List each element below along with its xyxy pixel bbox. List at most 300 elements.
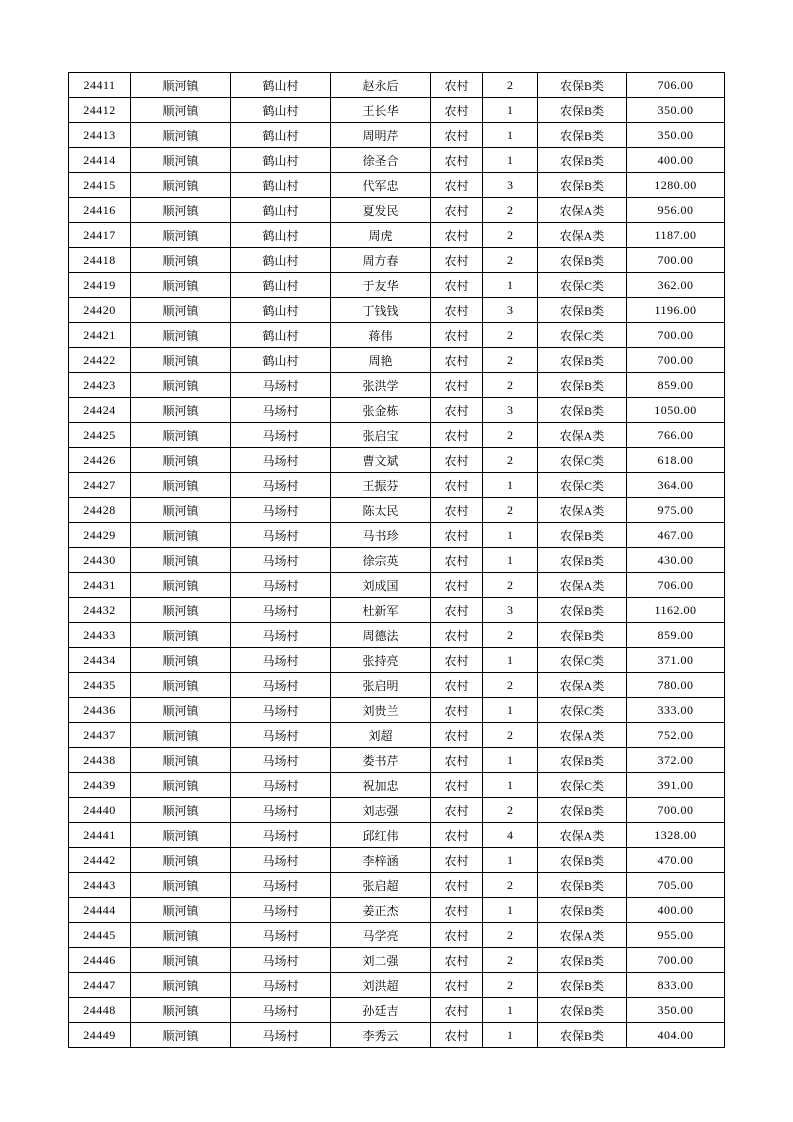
amount-cell: 333.00 [627, 698, 725, 723]
person-count-cell: 1 [483, 148, 538, 173]
person-count-cell: 1 [483, 523, 538, 548]
table-row [69, 973, 725, 998]
amount-cell: 780.00 [627, 673, 725, 698]
resident-type-cell: 农村 [431, 623, 483, 648]
amount-cell: 700.00 [627, 248, 725, 273]
person-name-cell: 丁钱钱 [331, 298, 431, 323]
table-row [69, 98, 725, 123]
town-cell: 顺河镇 [131, 73, 231, 98]
insurance-category-cell: 农保B类 [538, 373, 627, 398]
table-row [69, 998, 725, 1023]
person-count-cell: 2 [483, 573, 538, 598]
table-row [69, 623, 725, 648]
person-count-cell: 2 [483, 323, 538, 348]
serial-number-cell: 24449 [69, 1023, 131, 1048]
person-name-cell: 刘超 [331, 723, 431, 748]
amount-cell: 350.00 [627, 98, 725, 123]
resident-type-cell: 农村 [431, 498, 483, 523]
village-cell: 马场村 [231, 398, 331, 423]
person-name-cell: 周艳 [331, 348, 431, 373]
table-row [69, 548, 725, 573]
table-row [69, 773, 725, 798]
resident-type-cell: 农村 [431, 73, 483, 98]
village-cell: 马场村 [231, 823, 331, 848]
person-count-cell: 1 [483, 773, 538, 798]
amount-cell: 956.00 [627, 198, 725, 223]
serial-number-cell: 24425 [69, 423, 131, 448]
village-cell: 马场村 [231, 748, 331, 773]
insurance-category-cell: 农保B类 [538, 73, 627, 98]
serial-number-cell: 24426 [69, 448, 131, 473]
village-cell: 马场村 [231, 898, 331, 923]
person-name-cell: 蒋伟 [331, 323, 431, 348]
person-name-cell: 张启明 [331, 673, 431, 698]
resident-type-cell: 农村 [431, 523, 483, 548]
person-name-cell: 杜新军 [331, 598, 431, 623]
table-row [69, 73, 725, 98]
amount-cell: 1050.00 [627, 398, 725, 423]
table-row [69, 373, 725, 398]
serial-number-cell: 24418 [69, 248, 131, 273]
serial-number-cell: 24448 [69, 998, 131, 1023]
person-count-cell: 1 [483, 473, 538, 498]
resident-type-cell: 农村 [431, 973, 483, 998]
amount-cell: 372.00 [627, 748, 725, 773]
insurance-category-cell: 农保A类 [538, 423, 627, 448]
village-cell: 鹤山村 [231, 348, 331, 373]
village-cell: 马场村 [231, 773, 331, 798]
resident-type-cell: 农村 [431, 1023, 483, 1048]
resident-type-cell: 农村 [431, 173, 483, 198]
person-name-cell: 张启宝 [331, 423, 431, 448]
insurance-category-cell: 农保A类 [538, 498, 627, 523]
insurance-category-cell: 农保B类 [538, 148, 627, 173]
resident-type-cell: 农村 [431, 148, 483, 173]
resident-type-cell: 农村 [431, 723, 483, 748]
person-count-cell: 4 [483, 823, 538, 848]
serial-number-cell: 24422 [69, 348, 131, 373]
insurance-category-cell: 农保B类 [538, 548, 627, 573]
person-count-cell: 2 [483, 873, 538, 898]
person-name-cell: 周方春 [331, 248, 431, 273]
subsidy-table [68, 72, 725, 1048]
insurance-category-cell: 农保C类 [538, 448, 627, 473]
insurance-category-cell: 农保B类 [538, 523, 627, 548]
table-row [69, 598, 725, 623]
insurance-category-cell: 农保B类 [538, 173, 627, 198]
person-count-cell: 2 [483, 923, 538, 948]
person-name-cell: 张洪学 [331, 373, 431, 398]
town-cell: 顺河镇 [131, 273, 231, 298]
table-row [69, 1023, 725, 1048]
town-cell: 顺河镇 [131, 473, 231, 498]
table-row [69, 148, 725, 173]
amount-cell: 705.00 [627, 873, 725, 898]
amount-cell: 618.00 [627, 448, 725, 473]
table-row [69, 173, 725, 198]
town-cell: 顺河镇 [131, 923, 231, 948]
amount-cell: 706.00 [627, 573, 725, 598]
resident-type-cell: 农村 [431, 848, 483, 873]
person-name-cell: 周虎 [331, 223, 431, 248]
person-name-cell: 曹文斌 [331, 448, 431, 473]
insurance-category-cell: 农保C类 [538, 773, 627, 798]
town-cell: 顺河镇 [131, 723, 231, 748]
person-count-cell: 2 [483, 798, 538, 823]
person-count-cell: 2 [483, 623, 538, 648]
serial-number-cell: 24438 [69, 748, 131, 773]
village-cell: 马场村 [231, 798, 331, 823]
amount-cell: 700.00 [627, 323, 725, 348]
town-cell: 顺河镇 [131, 973, 231, 998]
resident-type-cell: 农村 [431, 198, 483, 223]
resident-type-cell: 农村 [431, 298, 483, 323]
town-cell: 顺河镇 [131, 398, 231, 423]
person-count-cell: 1 [483, 1023, 538, 1048]
resident-type-cell: 农村 [431, 948, 483, 973]
village-cell: 马场村 [231, 923, 331, 948]
person-count-cell: 3 [483, 173, 538, 198]
serial-number-cell: 24424 [69, 398, 131, 423]
amount-cell: 400.00 [627, 898, 725, 923]
serial-number-cell: 24415 [69, 173, 131, 198]
town-cell: 顺河镇 [131, 673, 231, 698]
serial-number-cell: 24439 [69, 773, 131, 798]
table-row [69, 723, 725, 748]
person-count-cell: 1 [483, 123, 538, 148]
insurance-category-cell: 农保A类 [538, 723, 627, 748]
insurance-category-cell: 农保B类 [538, 848, 627, 873]
resident-type-cell: 农村 [431, 673, 483, 698]
table-row [69, 848, 725, 873]
resident-type-cell: 农村 [431, 798, 483, 823]
subsidy-table-body [69, 73, 725, 1048]
insurance-category-cell: 农保C类 [538, 273, 627, 298]
village-cell: 马场村 [231, 1023, 331, 1048]
town-cell: 顺河镇 [131, 773, 231, 798]
resident-type-cell: 农村 [431, 448, 483, 473]
table-row [69, 573, 725, 598]
table-row [69, 923, 725, 948]
resident-type-cell: 农村 [431, 323, 483, 348]
town-cell: 顺河镇 [131, 523, 231, 548]
village-cell: 鹤山村 [231, 298, 331, 323]
insurance-category-cell: 农保B类 [538, 948, 627, 973]
table-row [69, 248, 725, 273]
resident-type-cell: 农村 [431, 998, 483, 1023]
person-count-cell: 1 [483, 98, 538, 123]
amount-cell: 859.00 [627, 623, 725, 648]
person-name-cell: 夏发民 [331, 198, 431, 223]
village-cell: 马场村 [231, 973, 331, 998]
town-cell: 顺河镇 [131, 548, 231, 573]
amount-cell: 859.00 [627, 373, 725, 398]
person-name-cell: 王长华 [331, 98, 431, 123]
insurance-category-cell: 农保A类 [538, 573, 627, 598]
amount-cell: 975.00 [627, 498, 725, 523]
person-count-cell: 1 [483, 698, 538, 723]
person-count-cell: 1 [483, 998, 538, 1023]
amount-cell: 467.00 [627, 523, 725, 548]
person-name-cell: 周德法 [331, 623, 431, 648]
person-count-cell: 3 [483, 298, 538, 323]
insurance-category-cell: 农保C类 [538, 648, 627, 673]
serial-number-cell: 24432 [69, 598, 131, 623]
serial-number-cell: 24423 [69, 373, 131, 398]
table-row [69, 323, 725, 348]
serial-number-cell: 24431 [69, 573, 131, 598]
person-count-cell: 1 [483, 273, 538, 298]
insurance-category-cell: 农保B类 [538, 248, 627, 273]
person-count-cell: 2 [483, 723, 538, 748]
amount-cell: 350.00 [627, 998, 725, 1023]
town-cell: 顺河镇 [131, 348, 231, 373]
person-name-cell: 马学亮 [331, 923, 431, 948]
person-name-cell: 于友华 [331, 273, 431, 298]
town-cell: 顺河镇 [131, 223, 231, 248]
person-name-cell: 张持亮 [331, 648, 431, 673]
resident-type-cell: 农村 [431, 98, 483, 123]
serial-number-cell: 24437 [69, 723, 131, 748]
village-cell: 马场村 [231, 573, 331, 598]
serial-number-cell: 24419 [69, 273, 131, 298]
insurance-category-cell: 农保C类 [538, 323, 627, 348]
village-cell: 马场村 [231, 448, 331, 473]
person-name-cell: 刘二强 [331, 948, 431, 973]
person-count-cell: 2 [483, 948, 538, 973]
serial-number-cell: 24420 [69, 298, 131, 323]
amount-cell: 1328.00 [627, 823, 725, 848]
insurance-category-cell: 农保A类 [538, 223, 627, 248]
table-row [69, 798, 725, 823]
amount-cell: 1187.00 [627, 223, 725, 248]
resident-type-cell: 农村 [431, 248, 483, 273]
table-row [69, 873, 725, 898]
serial-number-cell: 24435 [69, 673, 131, 698]
insurance-category-cell: 农保B类 [538, 623, 627, 648]
town-cell: 顺河镇 [131, 423, 231, 448]
village-cell: 马场村 [231, 498, 331, 523]
village-cell: 马场村 [231, 548, 331, 573]
village-cell: 马场村 [231, 848, 331, 873]
amount-cell: 400.00 [627, 148, 725, 173]
insurance-category-cell: 农保C类 [538, 698, 627, 723]
serial-number-cell: 24443 [69, 873, 131, 898]
amount-cell: 391.00 [627, 773, 725, 798]
town-cell: 顺河镇 [131, 823, 231, 848]
town-cell: 顺河镇 [131, 248, 231, 273]
table-row [69, 698, 725, 723]
resident-type-cell: 农村 [431, 598, 483, 623]
amount-cell: 1280.00 [627, 173, 725, 198]
person-count-cell: 1 [483, 648, 538, 673]
table-row [69, 898, 725, 923]
person-name-cell: 祝加忠 [331, 773, 431, 798]
amount-cell: 752.00 [627, 723, 725, 748]
amount-cell: 706.00 [627, 73, 725, 98]
town-cell: 顺河镇 [131, 623, 231, 648]
amount-cell: 1162.00 [627, 598, 725, 623]
person-name-cell: 周明芹 [331, 123, 431, 148]
serial-number-cell: 24440 [69, 798, 131, 823]
serial-number-cell: 24434 [69, 648, 131, 673]
person-name-cell: 徐圣合 [331, 148, 431, 173]
insurance-category-cell: 农保B类 [538, 123, 627, 148]
village-cell: 马场村 [231, 673, 331, 698]
amount-cell: 955.00 [627, 923, 725, 948]
person-count-cell: 2 [483, 248, 538, 273]
person-name-cell: 刘成国 [331, 573, 431, 598]
village-cell: 鹤山村 [231, 273, 331, 298]
amount-cell: 700.00 [627, 948, 725, 973]
town-cell: 顺河镇 [131, 148, 231, 173]
insurance-category-cell: 农保B类 [538, 98, 627, 123]
town-cell: 顺河镇 [131, 648, 231, 673]
table-row [69, 423, 725, 448]
person-count-cell: 3 [483, 398, 538, 423]
amount-cell: 362.00 [627, 273, 725, 298]
village-cell: 马场村 [231, 373, 331, 398]
person-name-cell: 赵永后 [331, 73, 431, 98]
person-count-cell: 2 [483, 373, 538, 398]
insurance-category-cell: 农保B类 [538, 1023, 627, 1048]
table-row [69, 498, 725, 523]
serial-number-cell: 24412 [69, 98, 131, 123]
serial-number-cell: 24428 [69, 498, 131, 523]
person-count-cell: 1 [483, 548, 538, 573]
village-cell: 马场村 [231, 998, 331, 1023]
insurance-category-cell: 农保A类 [538, 923, 627, 948]
insurance-category-cell: 农保B类 [538, 348, 627, 373]
resident-type-cell: 农村 [431, 873, 483, 898]
insurance-category-cell: 农保A类 [538, 198, 627, 223]
village-cell: 鹤山村 [231, 173, 331, 198]
serial-number-cell: 24421 [69, 323, 131, 348]
serial-number-cell: 24441 [69, 823, 131, 848]
table-row [69, 523, 725, 548]
table-row [69, 348, 725, 373]
serial-number-cell: 24413 [69, 123, 131, 148]
town-cell: 顺河镇 [131, 98, 231, 123]
village-cell: 马场村 [231, 698, 331, 723]
amount-cell: 700.00 [627, 798, 725, 823]
person-name-cell: 刘贵兰 [331, 698, 431, 723]
person-count-cell: 2 [483, 448, 538, 473]
village-cell: 马场村 [231, 723, 331, 748]
town-cell: 顺河镇 [131, 598, 231, 623]
village-cell: 鹤山村 [231, 323, 331, 348]
table-row [69, 448, 725, 473]
serial-number-cell: 24442 [69, 848, 131, 873]
town-cell: 顺河镇 [131, 898, 231, 923]
insurance-category-cell: 农保B类 [538, 398, 627, 423]
town-cell: 顺河镇 [131, 373, 231, 398]
resident-type-cell: 农村 [431, 373, 483, 398]
resident-type-cell: 农村 [431, 648, 483, 673]
amount-cell: 833.00 [627, 973, 725, 998]
insurance-category-cell: 农保B类 [538, 898, 627, 923]
village-cell: 鹤山村 [231, 248, 331, 273]
person-name-cell: 王振芬 [331, 473, 431, 498]
insurance-category-cell: 农保B类 [538, 973, 627, 998]
resident-type-cell: 农村 [431, 898, 483, 923]
amount-cell: 700.00 [627, 348, 725, 373]
resident-type-cell: 农村 [431, 348, 483, 373]
person-name-cell: 张启超 [331, 873, 431, 898]
insurance-category-cell: 农保B类 [538, 298, 627, 323]
person-name-cell: 刘洪超 [331, 973, 431, 998]
person-count-cell: 3 [483, 598, 538, 623]
town-cell: 顺河镇 [131, 498, 231, 523]
amount-cell: 1196.00 [627, 298, 725, 323]
serial-number-cell: 24436 [69, 698, 131, 723]
table-row [69, 198, 725, 223]
table-row [69, 823, 725, 848]
village-cell: 鹤山村 [231, 223, 331, 248]
town-cell: 顺河镇 [131, 448, 231, 473]
person-count-cell: 2 [483, 498, 538, 523]
serial-number-cell: 24416 [69, 198, 131, 223]
insurance-category-cell: 农保B类 [538, 998, 627, 1023]
village-cell: 鹤山村 [231, 123, 331, 148]
village-cell: 马场村 [231, 473, 331, 498]
table-row [69, 223, 725, 248]
serial-number-cell: 24429 [69, 523, 131, 548]
person-name-cell: 徐宗英 [331, 548, 431, 573]
serial-number-cell: 24446 [69, 948, 131, 973]
insurance-category-cell: 农保A类 [538, 823, 627, 848]
serial-number-cell: 24447 [69, 973, 131, 998]
village-cell: 鹤山村 [231, 98, 331, 123]
table-row [69, 648, 725, 673]
resident-type-cell: 农村 [431, 573, 483, 598]
resident-type-cell: 农村 [431, 473, 483, 498]
serial-number-cell: 24430 [69, 548, 131, 573]
village-cell: 马场村 [231, 873, 331, 898]
resident-type-cell: 农村 [431, 273, 483, 298]
person-count-cell: 2 [483, 673, 538, 698]
village-cell: 鹤山村 [231, 198, 331, 223]
person-count-cell: 2 [483, 423, 538, 448]
table-row [69, 948, 725, 973]
resident-type-cell: 农村 [431, 823, 483, 848]
table-row [69, 748, 725, 773]
insurance-category-cell: 农保C类 [538, 473, 627, 498]
village-cell: 马场村 [231, 523, 331, 548]
person-name-cell: 陈太民 [331, 498, 431, 523]
person-count-cell: 2 [483, 223, 538, 248]
person-name-cell: 代军忠 [331, 173, 431, 198]
person-name-cell: 李秀云 [331, 1023, 431, 1048]
person-name-cell: 孙廷吉 [331, 998, 431, 1023]
resident-type-cell: 农村 [431, 773, 483, 798]
person-name-cell: 张金栋 [331, 398, 431, 423]
resident-type-cell: 农村 [431, 423, 483, 448]
village-cell: 马场村 [231, 623, 331, 648]
serial-number-cell: 24414 [69, 148, 131, 173]
serial-number-cell: 24444 [69, 898, 131, 923]
village-cell: 马场村 [231, 598, 331, 623]
table-row [69, 398, 725, 423]
serial-number-cell: 24427 [69, 473, 131, 498]
person-count-cell: 1 [483, 848, 538, 873]
table-row [69, 298, 725, 323]
person-count-cell: 2 [483, 73, 538, 98]
amount-cell: 470.00 [627, 848, 725, 873]
town-cell: 顺河镇 [131, 798, 231, 823]
insurance-category-cell: 农保A类 [538, 673, 627, 698]
serial-number-cell: 24417 [69, 223, 131, 248]
